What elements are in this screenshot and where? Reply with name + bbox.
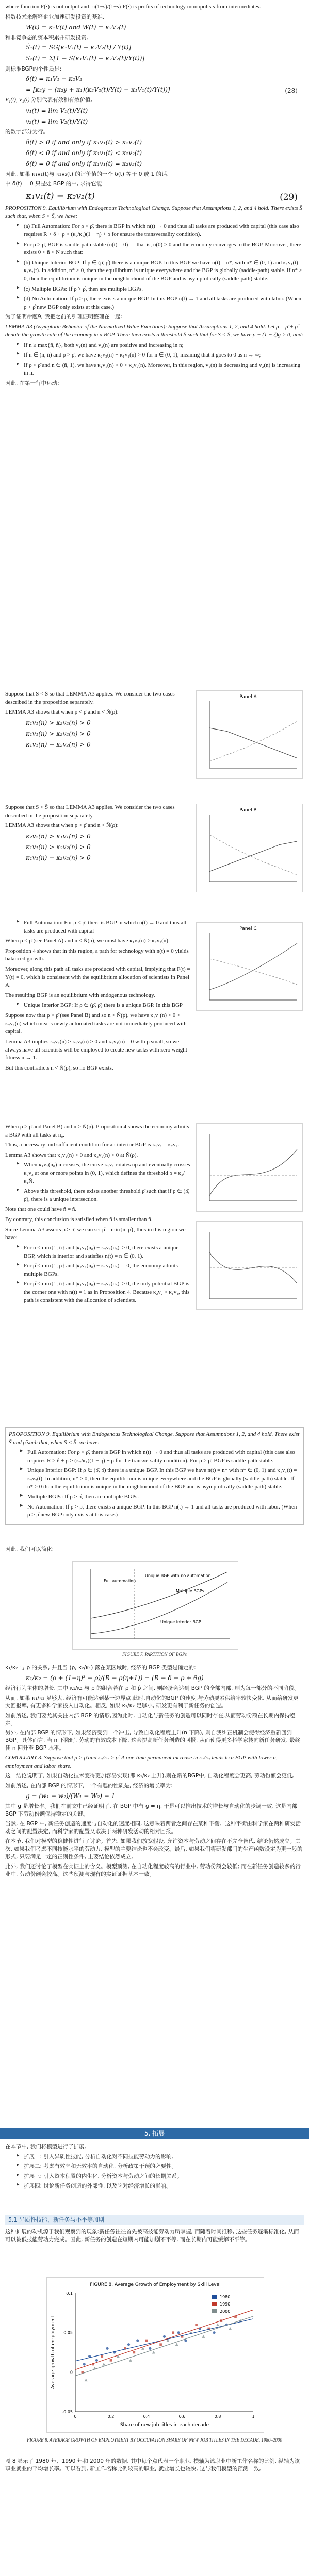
fig8-point-1980-9 [177, 2331, 180, 2334]
fig8-xtick-4: 0.8 [214, 2414, 221, 2419]
ineq-c: κ₁v₁(n) − κ₂v₂(n) > 0 [26, 740, 91, 748]
when2-line: When ρ > ρ̄ and Panel B) and n > Ñ(ρ). Proposition 4 shows the economy admits a BGP with all tasks at n₀. [5, 1124, 189, 1138]
zh-line3: 则标准BGP的个性质是: [5, 65, 62, 72]
fig8-point-2000-10 [202, 2335, 205, 2338]
fig8-point-1990-3 [110, 2359, 112, 2362]
fig8-ytick-0: -0.05 [62, 2410, 73, 2414]
delta-def: δ(t) = κ₁V₁ − κ₂V₂ [26, 75, 83, 83]
zh-line12: 经济行为主体的增长, 其中 κ₁/κ₂ 与 ρ 的组合若在 ρ̄ 和 ρ̂ 之间, 则经济会达到 BGP 的全部内部, 则为每一部分的不同阶段。 [5, 1685, 300, 1691]
zh-p24: 图 8 显示了 1980 年、1990 年和 2000 年的数据, 其中每个点代表一个职业, 横轴为该职业中新工作名称的比例, 纵轴为该职业就业的平均增长率。可以看到, 新工作名称比例较高的职业, 就业增长也较快, 这与我们模型的预测一致。 [5, 2458, 300, 2472]
eq29-body: κ₁v₁(t) = κ₂v₂(t) [26, 191, 95, 201]
fig8-title: FIGURE 8. Average Growth of Employment by Skill Level [90, 2282, 221, 2287]
panel-d-svg [197, 1124, 302, 1211]
fig8-point-1980-2 [95, 2359, 98, 2362]
interior-bullets-2 [17, 1244, 190, 1304]
zh-line11: κ₁/κ₂ 与 ρ 的关系, 并且当 (ρ, κ₂/κ₁) 落在某区域时, 经济的 BGP 类型是确定的: [5, 1665, 196, 1671]
fig8-legend-swatch-2000 [212, 2309, 217, 2313]
prop9-recap-box [5, 1427, 304, 1525]
fig8-point-1980-6 [136, 2339, 139, 2342]
interior-bullets [17, 1161, 190, 1204]
zh-line10: 因此, 我们可以简化: [5, 1546, 54, 1552]
figure7 [72, 1561, 238, 1650]
fig8-point-2000-0 [85, 2379, 88, 2382]
commentary-block [5, 1664, 304, 1880]
fig8-legend-swatch-1990 [212, 2302, 217, 2306]
prop4-line: Proposition 4 shows that in this region, a path for technology with n(t) = 0 yields balanced growth. [5, 947, 189, 962]
v-def-symbols: V₁(t), V₂(t) [5, 97, 30, 104]
zh-line6: 因此, 如果 κ₁v₁(t)与 κ₂v₂(t) 的评价值的一个 δ(t) 等于 0 或 1 的话, [5, 171, 169, 178]
fig8-point-1990-7 [159, 2343, 162, 2346]
cond2: δ(t) < 0 if and only if κ₁v₁(t) < κ₂v₂(t) [26, 149, 142, 157]
proof-block-a [5, 690, 190, 751]
contra-line: By contrary, this conclusion is satisfied when ñ is smaller than ñ. [5, 1216, 153, 1223]
panel-c-label: Panel C [239, 926, 257, 931]
fig8-legend-label-2000: 2000 [220, 2309, 231, 2314]
fig8-point-1990-6 [145, 2340, 148, 2342]
fig8-caption: FIGURE 8. AVERAGE GROWTH OF EMPLOYMENT BY OCCUPATION SHARE OF NEW JOB TITLES IN THE DECADE, 1980–2000 [27, 2437, 282, 2443]
growth-eq: g = (w₁ − w₂)/(W₁ − W₂) − 1 [26, 1792, 116, 1800]
fig8-legend-swatch-1980 [212, 2295, 217, 2299]
zh-p15: 另外, 在内部 BGP 的情形下, 如果经济受到一个冲击, 导致自动化程度上升(n 下降), 则自我纠正机制会使得经济重新回到 BGP。具体而言, 当 n 下降时, 劳动的有效成本下降, 这会提高新任务创造的回报, 从而使得更多科学家转向新任务研发, 最终使 n 回升至 BGP 水平。 [5, 1730, 301, 1752]
extensions-list [17, 2153, 304, 2190]
lim1: v₁(t) = lim V₁(t)/Y(t) [26, 107, 88, 115]
recap-d: ▶ No Automation: If ρ > ρ̃, there exists a unique BGP. In this BGP n(t) → 1 and all tasks are produced with labor. (When ρ > ρ̂ new BGP only exists at this case.) [20, 1503, 300, 1519]
fig8-xtick-3: 0.6 [178, 2414, 186, 2419]
extensions-block [5, 2143, 304, 2192]
fig8-point-1980-5 [127, 2343, 130, 2346]
full-auto-list [17, 919, 190, 935]
fig8-xtick-2: 0.4 [143, 2414, 150, 2419]
lemma4-3: ▶ If ρ < ρ̄ and n ∈ (ñ, 1), we have κ₁v₁(n) > 0 > κ₂v₂(n). Moreover, in this region, v₁(n) is decreasing and v₂(n) is increasing in n. [17, 362, 304, 378]
moreover-line: Moreover, along this path all tasks are produced with capital, implying that F(t) = Y(t) = 0, which is consistent with the equilibrium allocation of scientists in Panel A. [5, 966, 190, 989]
panel-c-figure [196, 922, 303, 1011]
since-line: Since Lemma A3 asserts ρ > ρ̄, we can set ρ̂ = min{ñ, ρ̂}, thus in this region we have: [5, 1226, 186, 1241]
panel-a-figure [196, 690, 303, 779]
final-block [5, 2458, 304, 2475]
sub51-block [5, 2228, 304, 2246]
figure8-chart [46, 2277, 264, 2433]
but-line: But this contradicts n < Ñ(ρ), so no BGP exists. [5, 1064, 113, 1071]
prop9-c: ▶ (c) Multiple BGPs: If ρ > ρ̂, then are multiple BGPs. [17, 285, 304, 294]
unique-interior: ▶ Unique Interior BGP: If ρ ∈ (ρ̄, ρ̂) there is a unique BGP. In this BGP [17, 1002, 190, 1010]
panel-d-curve-1 [209, 1149, 297, 1196]
value-func: W(t) = κ₁V(t) and W(t) = κ₂V₂(t) [26, 23, 126, 31]
zh-line10-block [5, 1546, 304, 1555]
fig8-fit-2000 [75, 2316, 253, 2376]
fig8-xlabel: Share of new job titles in each decade [120, 2422, 209, 2428]
when-line: When ρ < ρ̄ (see Panel A) and n < Ñ(ρ), we must have κ₁v₁(n) > κ₂v₂(n). [5, 938, 170, 944]
fig8-legend-label-1980: 1980 [220, 2295, 231, 2299]
fig8-point-1980-12 [213, 2331, 216, 2334]
fig8-legend [212, 2295, 230, 2314]
eq28-body: = [κ₂y − (κ₂y + κ₁)(κ₂V₂(t)/Y(t) − κ₁V₁(t)/Y(t))] [26, 86, 170, 94]
zh-line5: 的数字部分为行。 [5, 129, 48, 135]
sys-b: S₂(t) = Σ[1 − S(κ₁V₁(t) − κ₂V₂(t)/Y(t))] [26, 55, 145, 62]
fig8-fit-1990 [75, 2310, 253, 2369]
lemma-a3-line: Lemma A3 implies κ₂v₂(n) > κ₁v₁(n) > 0 and κ₁v₁(n) = 0 with ρ small, so we always have all scientists will be employed to create new tasks with zero weight fitness n → 1. [5, 1038, 187, 1061]
v-def [5, 96, 304, 105]
bul-5: ▶ For ρ̂ < min{1, ñ} and |κ₁v₁(n₀) − κ₂v₂(n₀)| ≥ 0, the only potential BGP is the corner one with n(t) = 1 as in Proposition 4. Because κ₂v₂ > κ₁v₁, this path is consistent with the allocation of scientists. [17, 1280, 190, 1304]
ext-4: ▶ 扩展四: 讨论新任务创造的外部性, 以及它对经济增长的影响。 [17, 2182, 304, 2190]
panelA-lines-series-0 [209, 728, 297, 758]
lemma-a3b: Lemma A3 shows that κ₁v₁(n) > 0 and κ₂v₂(n) > 0 at Ñ(ρ). [5, 1151, 138, 1158]
fig8-point-1980-8 [163, 2335, 166, 2338]
intro-zh: 相数技术来解释企业加速研发投资的基准, [5, 13, 105, 20]
fig8-point-2000-6 [152, 2351, 155, 2354]
lemma4-list [17, 342, 304, 378]
zh-p20: 在本节, 我们对模型的稳健性进行了讨论。首先, 如果我们放宽假设, 允许资本与劳动之间存在不完全替代, 结论仍然成立。其次, 如果我们考虑不同技能水平的劳动力, 模型的主要结论也不会改变。最后, 如果我们将研发部门的生产函数设定为更一般的形式, 只要满足一定的正则性条件, 主要结论依然成立。 [5, 1838, 303, 1860]
eq-boundary: κ₁/κ₂ = (ρ + (1−η)³ − ρ)/(R − ρ(η+1)) = (R − δ + ρ + θg) [26, 1674, 204, 1682]
panel-c-curve-1 [209, 943, 297, 990]
fig8-point-1990-2 [101, 2355, 103, 2358]
proof-p1: Suppose that S < S̄ so that LEMMA A3 applies. We consider the two cases described in the proposition separately. [5, 691, 175, 705]
intro-block [5, 3, 304, 389]
fig8-ylabel: Average growth of employment [51, 2315, 56, 2389]
recap-c: ▶ Multiple BGPs: If ρ > ρ̂, then are multiple BGPs. [20, 1493, 300, 1501]
zh-p19: 当然, 在 BGP 中, 新任务创造的速度与自动化的速度相同, 这意味着两者之间存在某种平衡。这种平衡由科学家在两种研发活动之间的配置决定, 而科学家的配置又取决于两种研发活动的相对回报。 [5, 1821, 301, 1835]
fig8-point-1990-5 [133, 2351, 136, 2354]
fig7-caption: FIGURE 7. PARTITION OF BGPs [122, 1652, 187, 1657]
fig8-points [82, 2316, 242, 2381]
panel-e-svg [197, 1222, 302, 1309]
ext-1: ▶ 扩展一: 引入异质性技能, 分析自动化对不同技能劳动力的影响。 [17, 2153, 304, 2161]
fig7-boundary-1 [91, 1582, 227, 1634]
bul-1: ▶ When κ₁v₁(n₀) increases, the curve κ₁v₁ rotates up and eventually crosses κ₂v₂ at one or more points in (0, 1), which defines the threshold ρ = κ₂/κ₁Ñ. [17, 1161, 190, 1185]
zh-line9: 因此, 在第一行中运动: [5, 380, 59, 386]
fig7-label-multiple: Multiple BGPs [176, 1589, 204, 1594]
prop9-list [17, 223, 304, 311]
fig8-point-1980-0 [83, 2363, 86, 2365]
zh-line8: 为了证明命题9, 我把之前的引理证明整理在一起: [5, 314, 122, 320]
fig8-point-2000-8 [175, 2343, 178, 2346]
fig8-ytick-3: 0.1 [66, 2291, 73, 2296]
panel-c-svg [197, 923, 302, 1010]
lemma4: LEMMA A3 (Asymptotic Behavior of the Normalized Value Functions): Suppose that Assumptions 1, 2, and 4 hold. Let ρ = ρ̄ + ρ̂ denote the growth rate of the economy in a BGP. There then exists a threshold S̄ such that for S < S̄, we have ρ − (1 − ζ)g > 0, and: [5, 324, 304, 338]
panel-a-svg [197, 691, 302, 778]
proof-block-b [5, 804, 190, 865]
suppose-line: Suppose now that ρ > ρ̄ (see Panel B) and so n < Ñ(ρ), we have κ₁v₁(n) > 0 > κ₂v₂(n) which means newly automated tasks are not immediately produced with capital. [5, 1012, 187, 1035]
fig8-point-2000-12 [229, 2327, 232, 2330]
prop9-a: ▶ (a) Full Automation: For ρ < ρ̄, there is BGP in which n(t) → 0 and thus all tasks are produced with capital (this case also requires R > δ + ρ > (κ₂/κ₁)(1 − η) + ρ for ensure the transversality condition). [17, 223, 304, 239]
lim2: v₂(t) = lim V₂(t)/Y(t) [26, 118, 88, 126]
fig8-xtick-5: 1 [252, 2414, 255, 2419]
prop9: PROPOSITION 9. Equilibrium with Endogenous Technological Change. Suppose that Assumptions 1, 2, and 4 hold. There exists S̄ such that, when S < S̄, we have: [5, 205, 302, 219]
full-auto: ▶ Full Automation: For ρ < ρ̄, there is BGP in which n(t) → 0 and thus all tasks are produced with capital [17, 919, 190, 935]
result-line: The resulting BGP is an equilibrium with endogenous technology. [5, 992, 155, 998]
panel-b-lines [209, 835, 297, 875]
lemma-p3: LEMMA A3 shows that when ρ > ρ̄ and n < Ñ(ρ): [5, 822, 119, 829]
note-line: Note that one could have ñ = ñ. [5, 1206, 77, 1213]
interior-block [5, 1123, 190, 1307]
zh-p16: 这一结论说明了, 如果自动化技术变得更加容易实现(即 κ₁/κ₂ 上升),则在新的BGP中, 自动化程度会更高, 劳动份额会更低。 [5, 1773, 298, 1780]
zh-line2: 和非竞争态的资本积累并研发投资。 [5, 34, 92, 41]
zh-p21: 此外, 我们还讨论了模型在实证上的含义。模型预测, 在自动化程度较高的行业中, 劳动份额会较低; 而在新任务创造较多的行业中, 劳动份额会较高。这些预测与现有的实证证据基本一致。 [5, 1863, 301, 1877]
panel-e-figure [196, 1221, 303, 1310]
zh-p18: 其中 g 是增长率。我们在前文中已经证明了, 在 BGP 中有 g = η, 于是可以推出技术的增长与自动化的步调一致, 这是内部 BGP 下劳动份额保持稳定的关键。 [5, 1803, 298, 1818]
prop9-b: ▶ (b) Unique Interior BGP: If ρ ∈ (ρ̄, ρ̂) there is a unique BGP. In this BGP we have n(t) = n*, with n* ∈ (0, 1) and κ₁v₁(t) = κ₂v₂(t). In addition, n* > 0, then the equilibrium is unique everywhere and the BGP is globally (saddle-path) stable. If n* > 0, then the equilibrium is unique in the neighborhood of the BGP and is asymptotically (saddle-path) stable. [17, 259, 304, 283]
fig8-xtick-1: 0.2 [107, 2414, 115, 2419]
eq28 [26, 86, 304, 94]
ext-3: ▶ 扩展三: 引入资本积累的内生化, 分析资本与劳动之间的长期关系。 [17, 2173, 304, 2180]
unique-interior-list [17, 1002, 190, 1010]
thus-line: Thus, a necessary and sufficient condition for an interior BGP is κ₁v₁ = κ₂v₂. [5, 1142, 180, 1148]
proof-p2: Suppose that S < S̄ so that LEMMA A3 applies. We consider the two cases described in the proposition separately. [5, 804, 175, 819]
panelB-lines-series-0 [209, 841, 297, 872]
subsection-5-1-header: 5.1 异质性技能、新任务与不平等加剧 [5, 2215, 304, 2225]
recap-b: ▶ Unique Interior BGP: If ρ ∈ (ρ̄, ρ̂) there is a unique BGP. In this BGP we have n(t) = n* with n* ∈ (0, 1) and κ₁v₁(t) = κ₂v₂(t). In addition, n* > 0, then the equilibrium is unique everywhere and the BGP is globally (saddle-path) stable. If n* > 0 then the equilibrium is unique in the neighborhood of the BGP and is asymptotically (saddle-path) stable. [20, 1467, 300, 1491]
fig8-point-1980-7 [149, 2347, 151, 2350]
cond3: δ(t) = 0 if and only if κ₁v₁(t) = κ₂v₂(t) [26, 160, 142, 168]
prop9-a2: ▶ For ρ > ρ̄, BGP is saddle-path stable (n(t) = 0) — that is, n(0) > 0 and the economy converges to the BGP. Moreover, there exists 0 < ñ < N such that: [17, 241, 304, 257]
zh-p23: 这种扩展的动机源于我们观察到的现象:新任务往往首先被高技能劳动力所掌握, 而随着时间推移, 这些任务逐渐标准化, 从而可以被低技能劳动力完成。因此, 新任务的创造在短期内可能加剧不平等, 而在长期内可能缓解不平等。 [5, 2229, 299, 2243]
fig8-ytick-2: 0.05 [63, 2330, 73, 2335]
fig8-fit-lines [75, 2310, 253, 2376]
section5-header: 5. 拓展 [0, 2128, 309, 2139]
fig8-legend-label-1990: 1990 [220, 2302, 231, 2307]
bul-2: ▶ Above this threshold, there exists another threshold ρ̂ such that if ρ ∈ (ρ̄, ρ̂), there is a unique intersection. [17, 1188, 190, 1204]
ineq-b: κ₁v₁(n) > κ₂v₂(n) > 0 [26, 730, 91, 737]
eq29 [26, 190, 304, 202]
recap-a: ▶ Full Automation: For ρ < ρ̄, there is BGP in which n(t) → 0 and thus all tasks are produced with capital (this case also requires R > δ + ρ > (κ₂/κ₁)(1 − η) + ρ for the transversality condition). For ρ > ρ̄, BGP is saddle-path stable. [20, 1449, 300, 1465]
panel-d-figure [196, 1123, 303, 1212]
recap-list [20, 1449, 300, 1519]
prop9-d: ▶ (d) No Automation: If ρ > ρ̃, there exists a unique BGP. In this BGP n(t) → 1 and all tasks are produced with labor. (When ρ > ρ̂ new BGP only exists at this case.) [17, 295, 304, 311]
panel-b-figure [196, 804, 303, 892]
fig8-point-1980-10 [184, 2339, 187, 2342]
fig7-label-full-automation: Full automation [104, 1579, 136, 1583]
figure7-svg [73, 1562, 238, 1649]
panel-b-label: Panel B [239, 808, 257, 813]
zh-p22: 在本节中, 我们将模型进行了扩展。 [5, 2144, 90, 2150]
fig7-label-unique-interior: Unique interior BGP [160, 1620, 201, 1624]
lemma4-2: ▶ If n ∈ (ñ, ñ) and ρ > ρ̄, we have κ₂v₂(n) − κ₁v₁(n) > 0 for n ∈ (0, 1), meaning that it goes to 0 as n → ∞; [17, 351, 304, 360]
bul-4: ▶ For ρ̂ < min{1, ρ̃} and |κ₂v₂(n₀) − κ₁v₁(n₀)| = 0, the economy admits multiple BGPs. [17, 1262, 190, 1278]
fig8-point-2000-4 [129, 2359, 132, 2362]
lemma4-1: ▶ If n ≥ max{ñ, ñ}, both v₁(n) and v₂(n) are positive and increasing in n; [17, 342, 304, 350]
ineq-a: κ₁v₁(n) > κ₂v₂(n) > 0 [26, 719, 91, 726]
full-auto-block [5, 917, 190, 1074]
cond1: δ(t) > 0 if and only if κ₁v₁(t) > κ₂v₂(t) [26, 139, 142, 146]
figure8-svg [47, 2278, 264, 2432]
fig8-point-2000-2 [102, 2363, 105, 2366]
fig8-point-1980-3 [106, 2347, 109, 2350]
fig8-point-1990-10 [195, 2324, 198, 2326]
intro-line: where function F(·) is not output and [π(1−s)/(1−s)]F(·) is profits of technology monopolists from intermediates. [5, 4, 261, 10]
fig8-ytick-1: 0 [70, 2370, 73, 2375]
panel-a-lines [209, 721, 297, 761]
fig8-point-1990-8 [172, 2331, 174, 2334]
sys-a: Ṡ₁(t) = SG[κ₁V₁(t) − κ₂V₂(t) / Y(t)] [26, 44, 132, 52]
fig7-label-no-automation: Unique BGP with no automation [145, 1573, 211, 1578]
fig8-xtick-0: 0 [74, 2414, 77, 2419]
zh-p14: 如前所述, 我们要尤其关注内部 BGP 的情形,因为此时, 自动化与新任务的创造可以同时存在,从而劳动份额在长期内保持稳定。 [5, 1712, 296, 1726]
ext-2: ▶ 扩展二: 考虑有效率和无效率的自动化, 分析政策干预的必要性。 [17, 2163, 304, 2171]
corollary: COROLLARY 3. Suppose that ρ > ρ̄ and κ₂/κ₁ > ρ̂. A one-time permanent increase in κ₁/κ₂ leads to a BGP with lower n, employment and labor share. [5, 1755, 278, 1769]
zh-line4: 分别代表有效和有效价值, [31, 97, 92, 104]
zh-p17: 如前所述, 在内部 BGP 的情形下, 一个有趣的性质是, 经济的增长率为: [5, 1783, 173, 1789]
zh-p13: 从而, 如果 κ₁/κ₂ 足够大, 经济有可能达到某一边界点,此时,自动化的BGP 的速度,与劳动要素供给率较快变化, 从而给研发更大回报率, 有更多科学家投入自动化。相反, 如果 κ₁/κ₂ 足够小, 研发更有利于新任务的创造。 [5, 1694, 299, 1709]
lemma-p2: LEMMA A3 shows that when ρ < ρ̄ and n < Ñ(ρ): [5, 709, 119, 716]
panel-a-label: Panel A [239, 694, 257, 700]
ineq-d: κ₂v₂(n) > κ₁v₁(n) > 0 [26, 832, 91, 840]
ineq-e: κ₁v₁(n) > κ₂v₂(n) > 0 [26, 843, 91, 851]
bul-3: ▶ For ñ < min{1, ñ} and |κ₁v₁(n₀) − κ₂v₂(n₀)| ≥ 0, there exists a unique BGP, which is interior and satisfies n(t) = n ∈ (0, 1). [17, 1244, 190, 1260]
eq28-number: (28) [285, 87, 298, 95]
ineq-f: κ₁v₁(n) − κ₂v₂(n) > 0 [26, 854, 91, 861]
panel-b-svg [197, 804, 302, 892]
fig8-point-2000-11 [216, 2323, 219, 2326]
zh-line7: 中 δ(t) = 0 只是处 BGP 的中, 求得它能 [5, 181, 102, 188]
prop9-recap: PROPOSITION 9. Equilibrium with Endogenous Technological Change. Suppose that Assumptions 1, 2, and 4 hold. There exist S̄ and ρ̂ such that, when S < S̄, we have: [9, 1431, 300, 1446]
panel-c-curve-2 [209, 959, 297, 985]
eq29-number: (29) [280, 192, 298, 202]
